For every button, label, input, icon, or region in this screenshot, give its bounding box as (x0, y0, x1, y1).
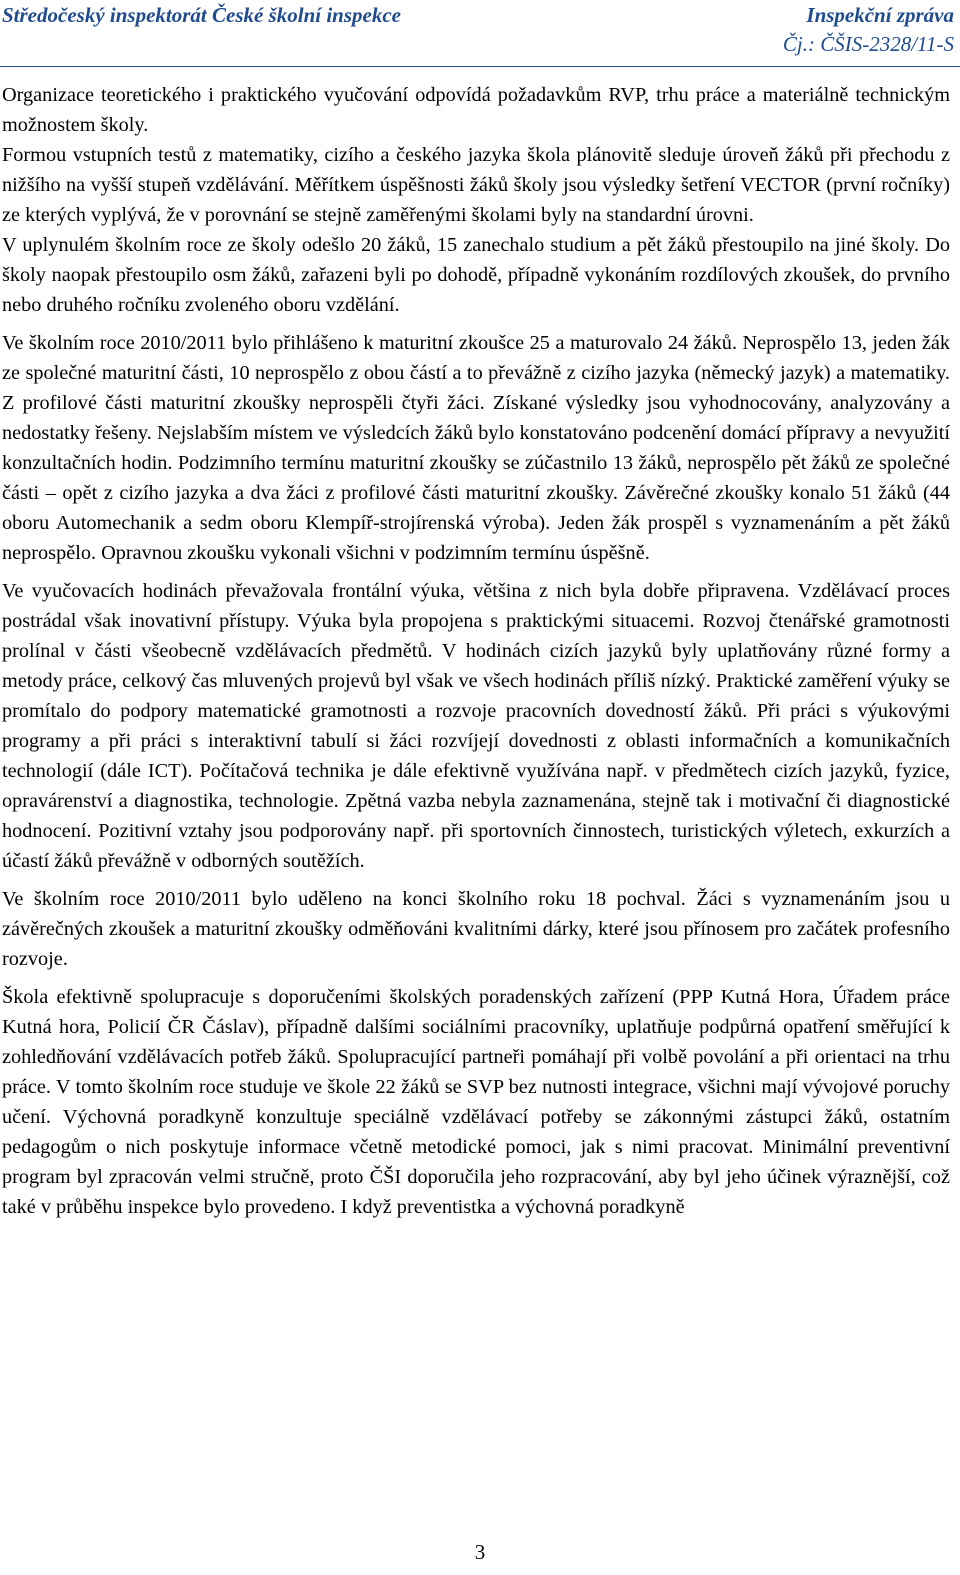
document-body (2, 80, 950, 1222)
inspectorate-name: Středočeský inspektorát České školní inspekce (2, 3, 401, 27)
paragraph-exam-results: Ve školním roce 2010/2011 bylo přihlášeno k maturitní zkoušce 25 a maturovalo 24 žáků. Neprospělo 13, jeden žák ze společné maturitní části, 10 neprospělo z obou částí a to převážně z cizího jazyka (německý jazyk) a matematiky. Z profilové části maturitní zkoušky neprospěli čtyři žáci. Získané výsledky jsou vyhodnocovány, analyzovány a nedostatky řešeny. Nejslabším místem ve výsledcích žáků bylo konstatováno podcenění domácí přípravy a nevyužití konzultačních hodin. Podzimního termínu maturitní zkoušky se zúčastnilo 13 žáků, neprospělo pět žáků ze společné části – opět z cizího jazyka a dva žáci z profilové části maturitní zkoušky. Závěrečné zkoušky konalo 51 žáků (44 oboru Automechanik a sedm oboru Klempíř-strojírenská výroba). Jeden žák prospěl s vyznamenáním a pět žáků neprospělo. Opravnou zkoušku vykonali všichni v podzimním termínu úspěšně. (2, 332, 950, 564)
paragraph-organization: Organizace teoretického i praktického vyučování odpovídá požadavkům RVP, trhu práce a materiálně technickým možnostem školy. (2, 84, 950, 136)
paragraph-student-transfers: V uplynulém školním roce ze školy odešlo 20 žáků, 15 zanechalo studium a pět žáků přestoupilo na jiné školy. Do školy naopak přestoupilo osm žáků, zařazeni byli po dohodě, případně vykonáním rozdílových zkoušek, do prvního nebo druhého ročníku zvoleného oboru vzdělání. (2, 234, 950, 316)
paragraph-teaching: Ve vyučovacích hodinách převažovala frontální výuka, většina z nich byla dobře připravena. Vzdělávací proces postrádal však inovativní přístupy. Výuka byla propojena s praktickými situacemi. Rozvoj čtenářské gramotnosti prolínal v části všeobecně vzdělávacích předmětů. V hodinách cizích jazyků byly uplatňovány různé formy a metody práce, celkový čas mluvených projevů byl však ve všech hodinách příliš nízký. Praktické zaměření výuky se promítalo do podpory matematické gramotnosti a rozvoje pracovních dovedností žáků. Při práci s výukovými programy a při práci s interaktivní tabulí si žáci rozvíjejí dovednosti z oblasti informačních a komunikačních technologií (dále ICT). Počítačová technika je dále efektivně využívána např. v předmětech cizích jazyků, fyzice, opravárenství a diagnostika, technologie. Zpětná vazba nebyla zaznamenána, stejně tak i motivační či diagnostické hodnocení. Pozitivní vztahy jsou podporovány např. při sportovních činnostech, turistických výletech, exkurzích a účastí žáků převážně v odborných soutěžích. (2, 580, 950, 872)
page-header (0, 0, 960, 70)
reference-number: Čj.: ČŠIS-2328/11-S (782, 32, 954, 56)
paragraph-counseling: Škola efektivně spolupracuje s doporučeními školských poradenských zařízení (PPP Kutná Hora, Úřadem práce Kutná hora, Policií ČR Čáslav), případně dalšími sociálními pracovníky, uplatňuje podpůrná opatření směřující k zohledňování vzdělávacích potřeb žáků. Spolupracující partneři pomáhají při volbě povolání a při orientaci na trhu práce. V tomto školním roce studuje ve škole 22 žáků se SVP bez nutnosti integrace, všichni mají vývojové poruchy učení. Výchovná poradkyně konzultuje speciálně vzdělávací potřeby se zákonnými zástupci žáků, ostatním pedagogům o nich poskytuje informace včetně metodické pomoci, jak s nimi pracovat. Minimální preventivní program byl zpracován velmi stručně, proto ČŠI doporučila jeho rozpracování, aby byl jeho účinek výraznější, což také v průběhu inspekce bylo provedeno. I když preventistka a výchovná poradkyně (2, 986, 950, 1218)
paragraph-entry-tests: Formou vstupních testů z matematiky, cizího a českého jazyka škola plánovitě sleduje úroveň žáků při přechodu z nižšího na vyšší stupeň vzdělávání. Měřítkem úspěšnosti žáků školy jsou výsledky šetření VECTOR (první ročníky) ze kterých vyplývá, že v porovnání se stejně zaměřenými školami byly na standardní úrovni. (2, 144, 950, 226)
page-number: 3 (474, 1540, 486, 1564)
header-rule (0, 66, 960, 67)
report-title: Inspekční zpráva (806, 3, 954, 27)
paragraph-awards: Ve školním roce 2010/2011 bylo uděleno na konci školního roku 18 pochval. Žáci s vyznamenáním jsou u závěrečných zkoušek a maturitní zkoušky odměňováni kvalitními dárky, které jsou přínosem pro začátek profesního rozvoje. (2, 888, 950, 970)
